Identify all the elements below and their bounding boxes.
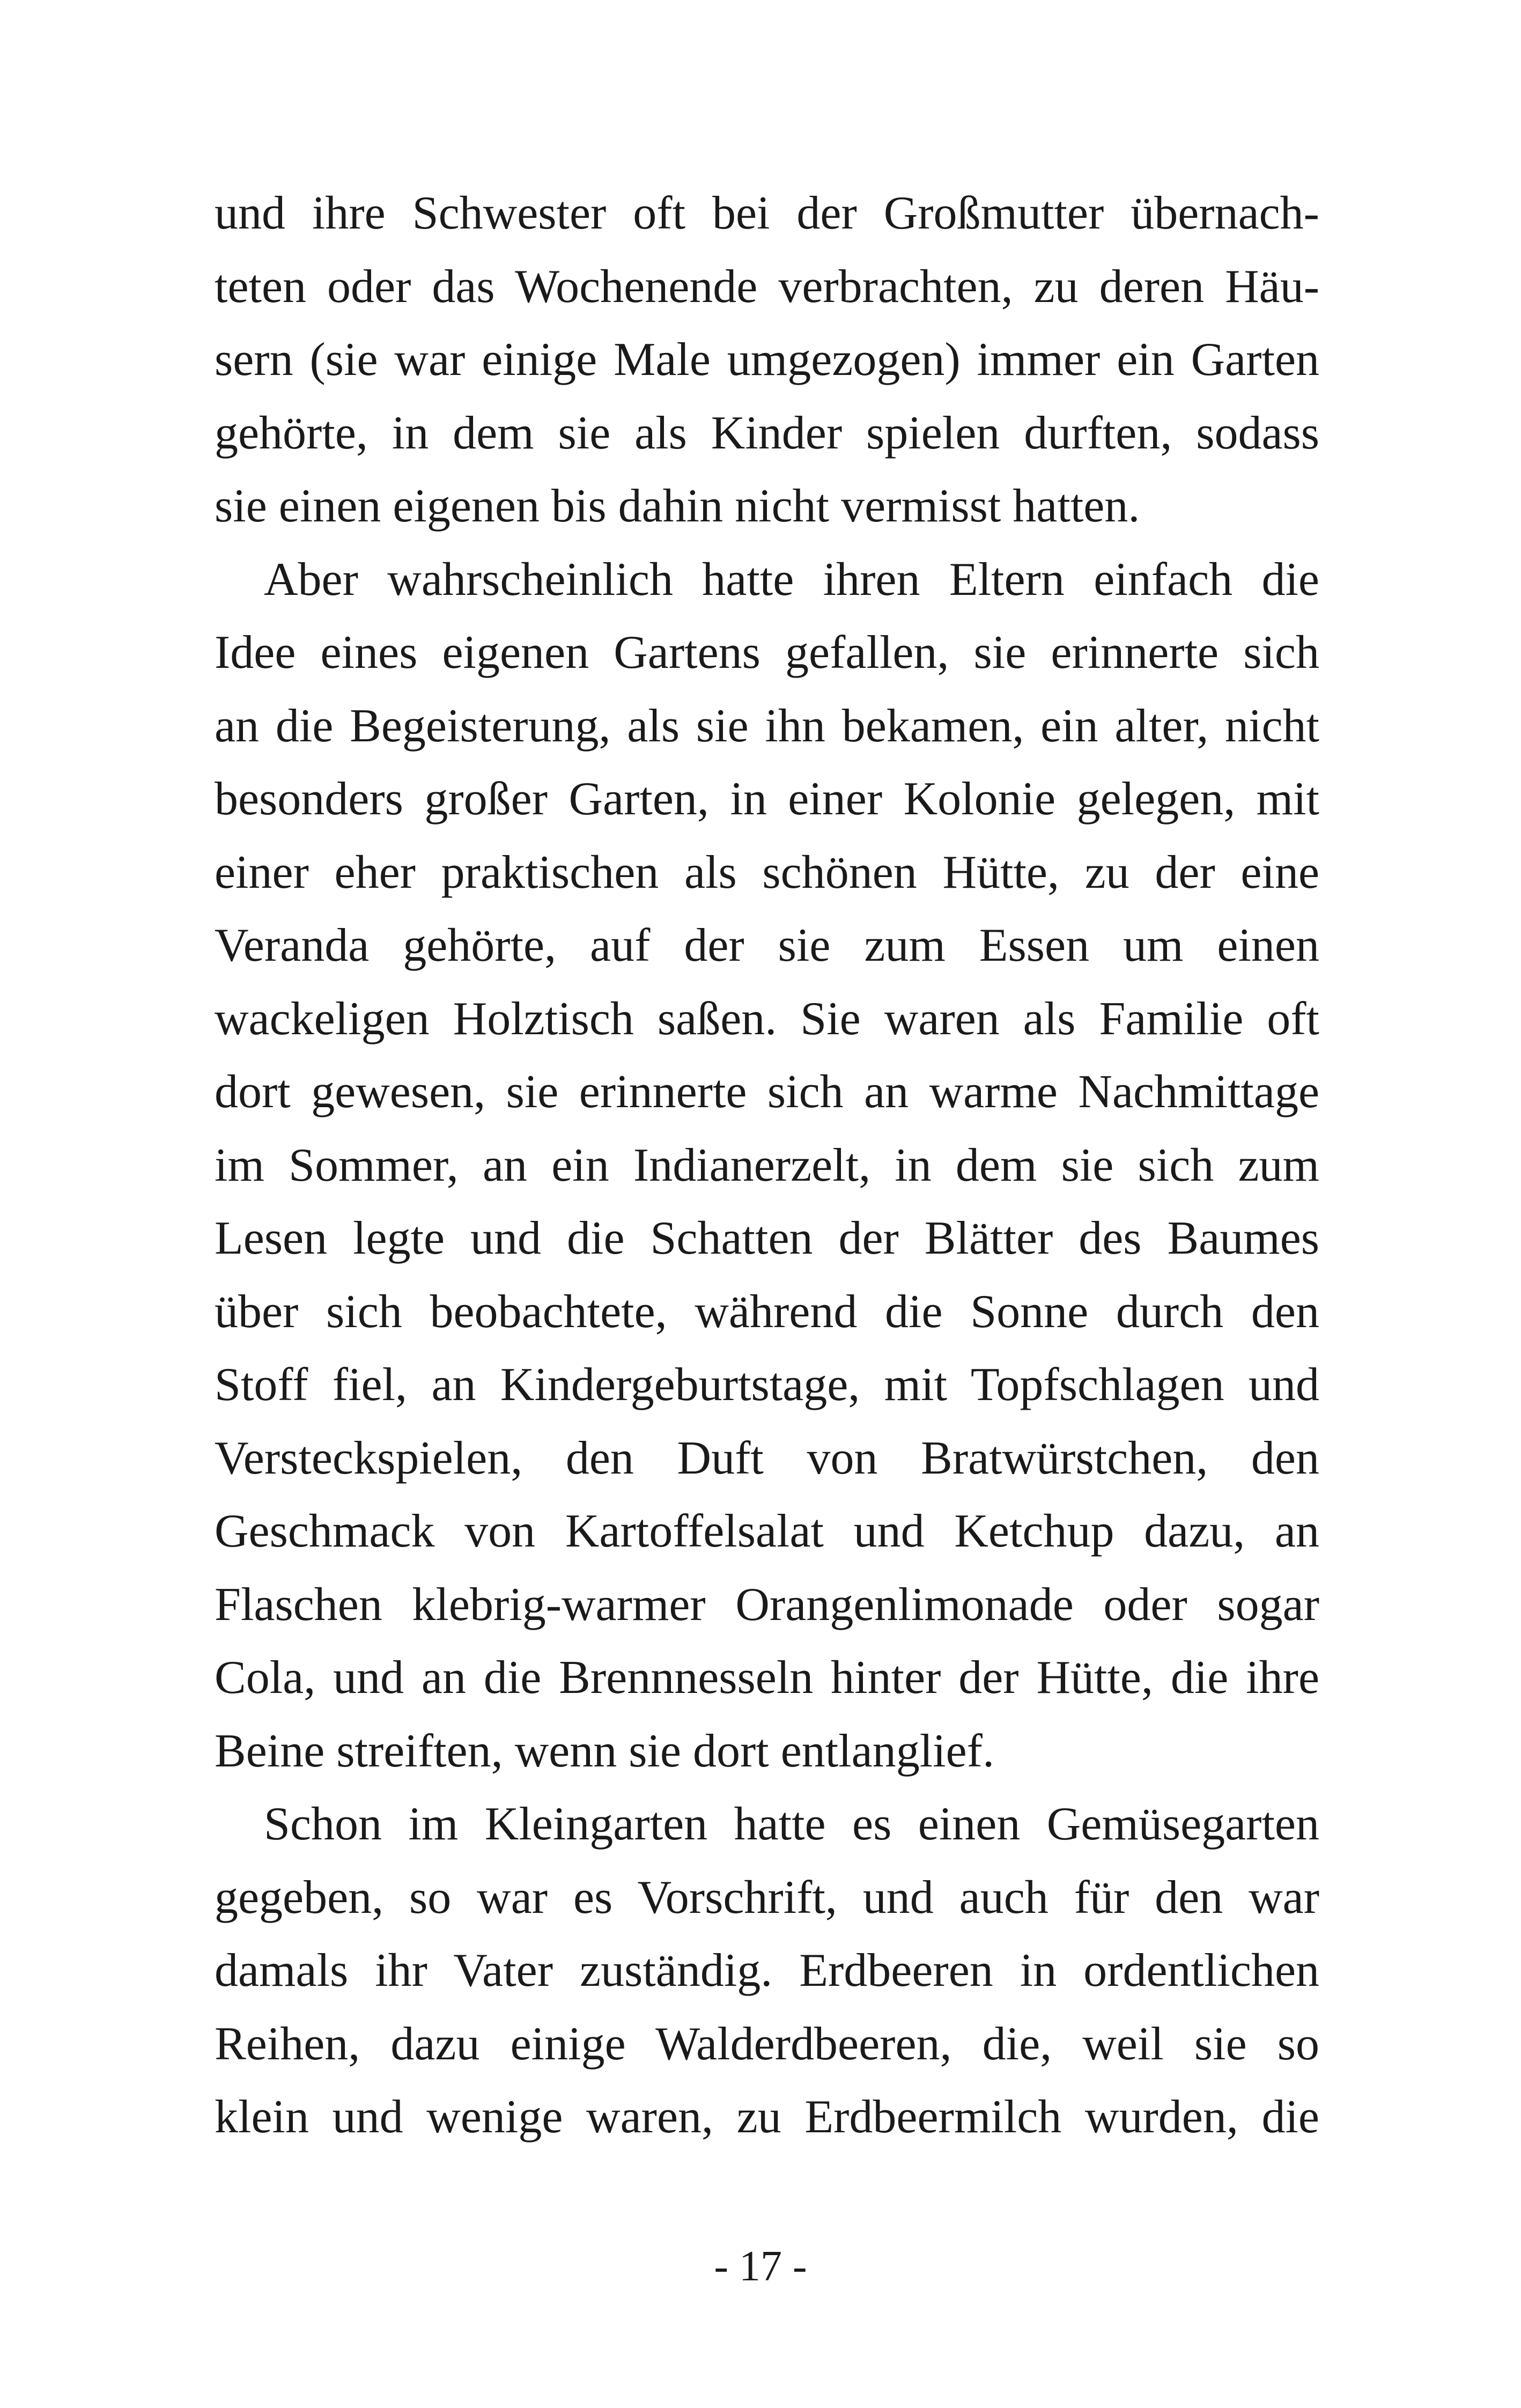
text-line: damals ihr Vater zuständig. Erdbeeren in ordentlichen xyxy=(215,1945,1319,1997)
text-line: sie einen eigenen bis dahin nicht vermisst hatten. xyxy=(215,480,1140,532)
text-line: Cola, und an die Brennnesseln hinter der Hütte, die ihre xyxy=(215,1652,1319,1704)
text-line: Reihen, dazu einige Walderdbeeren, die, weil sie so xyxy=(215,2017,1319,2070)
text-line: an die Begeisterung, als sie ihn bekamen, ein alter, nicht xyxy=(215,699,1319,752)
text-line: sern (sie war einige Male umgezogen) immer ein Garten xyxy=(215,334,1319,386)
text-line: Versteckspielen, den Duft von Bratwürstchen, den xyxy=(215,1432,1319,1484)
text-line: gegeben, so war es Vorschrift, und auch für den war xyxy=(215,1871,1319,1924)
text-line: Stoff fiel, an Kindergeburtstage, mit Topfschlagen und xyxy=(215,1359,1319,1411)
body-text xyxy=(215,177,1319,2154)
text-line: Aber wahrscheinlich hatte ihren Eltern einfach die xyxy=(264,553,1319,606)
text-line: Schon im Kleingarten hatte es einen Gemüsegarten xyxy=(264,1798,1319,1850)
text-line: im Sommer, an ein Indianerzelt, in dem sie sich zum xyxy=(215,1139,1319,1191)
text-line: über sich beobachtete, während die Sonne durch den xyxy=(215,1285,1319,1338)
text-line: Idee eines eigenen Gartens gefallen, sie erinnerte sich xyxy=(215,627,1319,679)
text-line: gehörte, in dem sie als Kinder spielen durften, sodass xyxy=(215,407,1319,459)
text-line: teten oder das Wochenende verbrachten, zu deren Häu- xyxy=(215,260,1319,313)
page-number: - 17 - xyxy=(714,2243,807,2290)
text-line: besonders großer Garten, in einer Kolonie gelegen, mit xyxy=(215,773,1319,825)
text-line: Flaschen klebrig-warmer Orangenlimonade oder sogar xyxy=(215,1578,1319,1631)
text-line: wackeligen Holztisch saßen. Sie waren als Familie oft xyxy=(215,992,1319,1045)
text-line: Lesen legte und die Schatten der Blätter des Baumes xyxy=(215,1212,1319,1264)
text-line: einer eher praktischen als schönen Hütte, zu der eine xyxy=(215,846,1319,899)
text-line: dort gewesen, sie erinnerte sich an warme Nachmittage xyxy=(215,1066,1319,1118)
text-line: klein und wenige waren, zu Erdbeermilch wurden, die xyxy=(215,2091,1319,2143)
text-line: Beine streiften, wenn sie dort entlanglief. xyxy=(215,1725,994,1777)
text-line: Geschmack von Kartoffelsalat und Ketchup dazu, an xyxy=(215,1505,1319,1557)
text-line: und ihre Schwester oft bei der Großmutter übernach- xyxy=(215,187,1319,239)
text-line: Veranda gehörte, auf der sie zum Essen um einen xyxy=(215,919,1319,971)
